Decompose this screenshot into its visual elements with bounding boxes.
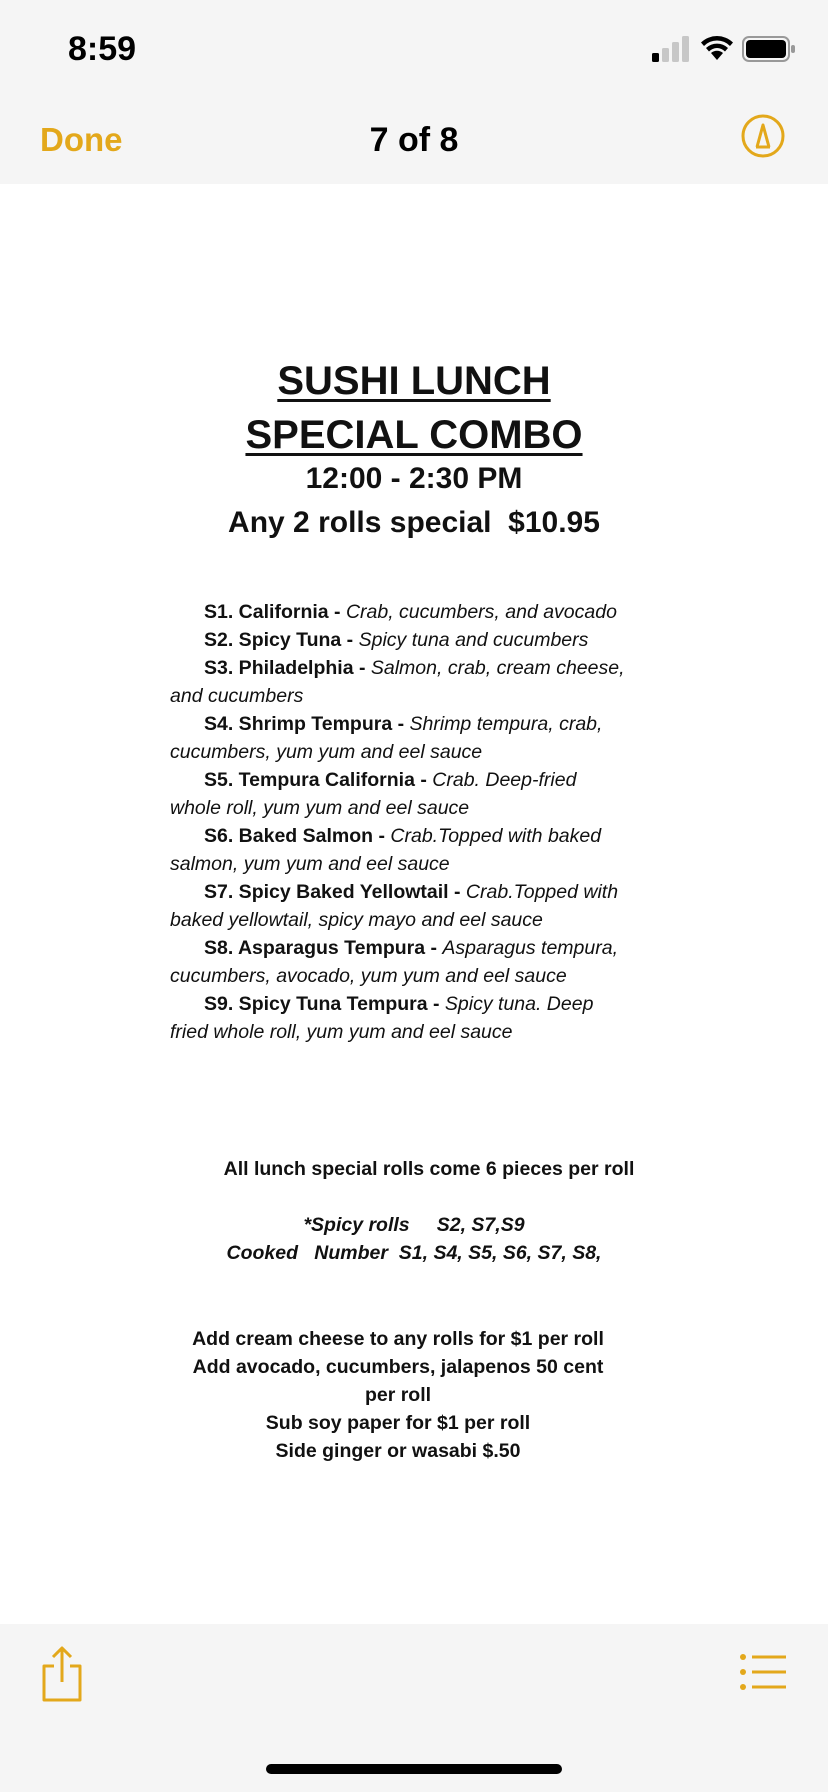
roll-list	[170, 598, 630, 1046]
status-bar	[0, 0, 828, 95]
wifi-icon	[700, 34, 734, 62]
roll-description: Crab.Topped with baked salmon, yum yum and eel sauce	[170, 825, 602, 875]
roll-description: Crab. Deep-fried whole roll, yum yum and eel sauce	[170, 769, 577, 819]
addon-item: Add cream cheese to any rolls for $1 per roll	[192, 1328, 604, 1350]
roll-item	[170, 822, 630, 878]
roll-item	[170, 990, 630, 1046]
menu-title-line2: SPECIAL COMBO	[245, 413, 583, 457]
roll-description: Asparagus tempura, cucumbers, avocado, yum yum and eel sauce	[170, 937, 619, 987]
roll-description: Crab, cucumbers, and avocado	[345, 601, 617, 623]
status-time: 8:59	[68, 30, 137, 68]
roll-code: S1. California -	[204, 601, 346, 623]
roll-description: Spicy tuna. Deep fried whole roll, yum yum and eel sauce	[170, 993, 594, 1043]
share-icon[interactable]	[40, 1646, 84, 1702]
battery-icon	[742, 36, 796, 62]
roll-description: Salmon, crab, cream cheese, and cucumbers	[170, 657, 625, 707]
roll-description: Shrimp tempura, crab, cucumbers, yum yum and eel sauce	[170, 713, 603, 763]
cellular-signal-icon	[652, 36, 690, 62]
menu-title-line1: SUSHI LUNCH	[277, 359, 551, 403]
addon-item: Sub soy paper for $1 per roll	[265, 1412, 531, 1434]
roll-code: S4. Shrimp Tempura -	[204, 713, 410, 735]
done-button[interactable]: Done	[40, 121, 123, 158]
spicy-rolls-line: *Spicy rolls S2, S7,S9	[303, 1214, 525, 1236]
pieces-note: All lunch special rolls come 6 pieces per roll	[223, 1158, 635, 1180]
roll-description: Crab.Topped with baked yellowtail, spicy mayo and eel sauce	[170, 881, 619, 931]
roll-code: S6. Baked Salmon -	[204, 825, 391, 847]
cooked-rolls-line: Cooked Number S1, S4, S5, S6, S7, S8,	[226, 1242, 602, 1264]
roll-item	[170, 598, 630, 626]
roll-code: S2. Spicy Tuna -	[204, 629, 359, 651]
addon-item: Add avocado, cucumbers, jalapenos 50 cent per roll	[192, 1356, 604, 1406]
document-page	[0, 184, 828, 1624]
nav-bar	[0, 95, 828, 184]
roll-code: S7. Spicy Baked Yellowtail -	[204, 881, 466, 903]
roll-item	[170, 654, 630, 710]
roll-code: S8. Asparagus Tempura -	[204, 937, 443, 959]
addon-item: Side ginger or wasabi $.50	[275, 1440, 521, 1462]
markup-pen-icon[interactable]	[740, 113, 786, 159]
special-price: Any 2 rolls special $10.95	[228, 506, 600, 539]
roll-item	[170, 878, 630, 934]
addons-list	[178, 1325, 618, 1465]
roll-item	[170, 934, 630, 990]
roll-code: S9. Spicy Tuna Tempura -	[204, 993, 445, 1015]
roll-description: Spicy tuna and cucumbers	[358, 629, 589, 651]
page-indicator: 7 of 8	[369, 121, 459, 159]
home-indicator[interactable]	[266, 1764, 562, 1774]
roll-item	[170, 766, 630, 822]
roll-code: S5. Tempura California -	[204, 769, 433, 791]
roll-code: S3. Philadelphia -	[204, 657, 371, 679]
lunch-hours: 12:00 - 2:30 PM	[305, 462, 523, 495]
list-icon[interactable]	[740, 1654, 786, 1690]
menu-title	[0, 354, 828, 462]
roll-item	[170, 710, 630, 766]
roll-item	[170, 626, 630, 654]
